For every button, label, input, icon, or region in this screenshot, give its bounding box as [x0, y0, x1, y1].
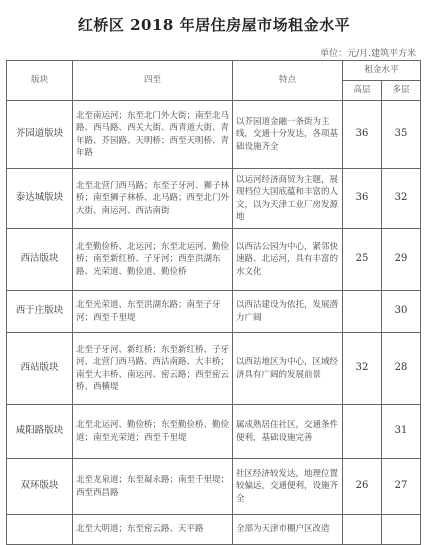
features-cell: 以芥园道金融一条街为主线，交通十分发达，各项基础设施齐全 — [233, 101, 343, 169]
rent-table — [6, 60, 421, 545]
boundary-cell: 北至勤俭桥、北运河；东至北运河、勤俭桥；南至新红桥、子牙河；西至洪湖东路、光荣道、勤俭道、勤俭桥 — [73, 229, 233, 291]
boundary-cell: 北至北运河、勤俭桥；东至勤俭桥、勤俭道；南至光荣道；西至千里堤 — [73, 405, 233, 459]
high-rent — [343, 291, 382, 333]
table-row — [7, 459, 421, 515]
features-cell: 全部为天津市棚户区改造 — [233, 515, 343, 545]
high-rent — [343, 515, 382, 545]
table-row — [7, 515, 421, 545]
multi-rent: 31 — [382, 405, 421, 459]
header-multi: 多层 — [382, 81, 421, 101]
table-row — [7, 101, 421, 169]
features-cell: 属成熟居住社区，交通条件便利，基础设施完善 — [233, 405, 343, 459]
block-name: 西站版块 — [7, 333, 73, 405]
features-cell: 以西站地区为中心，区域经济具有广阔的发展前景 — [233, 333, 343, 405]
multi-rent: 30 — [382, 291, 421, 333]
multi-rent: 35 — [382, 101, 421, 169]
boundary-cell: 北至光荣道、东至洪湖东路；南至子牙河；西至千里堤 — [73, 291, 233, 333]
block-name: 双环版块 — [7, 459, 73, 515]
table-row — [7, 169, 421, 229]
block-name — [7, 515, 73, 545]
multi-rent: 32 — [382, 169, 421, 229]
features-cell: 以西沽建设为依托，发展潜力广阔 — [233, 291, 343, 333]
high-rent: 36 — [343, 169, 382, 229]
block-name: 咸阳路版块 — [7, 405, 73, 459]
block-name: 芥园道版块 — [7, 101, 73, 169]
features-cell: 社区经济较发达，地理位置较偏远，交通便利，设施齐全 — [233, 459, 343, 515]
high-rent: 26 — [343, 459, 382, 515]
block-name: 西沽版块 — [7, 229, 73, 291]
table-row — [7, 333, 421, 405]
features-cell: 以西沽公园为中心，紧邻快速路、北运河，具有丰富的水文化 — [233, 229, 343, 291]
high-rent: 25 — [343, 229, 382, 291]
high-rent: 32 — [343, 333, 382, 405]
page-title: 红桥区 2018 年居住房屋市场租金水平 — [77, 16, 351, 34]
table-row — [7, 229, 421, 291]
header-boundary: 四至 — [73, 61, 233, 101]
header-features: 特点 — [233, 61, 343, 101]
boundary-cell: 北至子牙河、新红桥；东至新红桥、子牙河、北营门西马路、西沽南路、大丰桥；南至大丰桥、南运河、密云路；西至密云桥、西横堤 — [73, 333, 233, 405]
table-row — [7, 291, 421, 333]
boundary-cell: 北至大明道；东至密云路、天平路 — [73, 515, 233, 545]
block-name: 泰达城版块 — [7, 169, 73, 229]
multi-rent: 28 — [382, 333, 421, 405]
multi-rent: 27 — [382, 459, 421, 515]
multi-rent — [382, 515, 421, 545]
header-high: 高层 — [343, 81, 382, 101]
high-rent — [343, 405, 382, 459]
boundary-cell: 北至龙泉道；东至凝永路；南至千里堤；西至西昌路 — [73, 459, 233, 515]
header-block: 版块 — [7, 61, 73, 101]
block-name: 西于庄版块 — [7, 291, 73, 333]
high-rent: 36 — [343, 101, 382, 169]
boundary-cell: 北至南运河；东至北门外大街；南至北马路、西马路、西关大街、西青道大街、青年路、芥园路、天明桥；西至天明桥、青年路 — [73, 101, 233, 169]
multi-rent: 29 — [382, 229, 421, 291]
unit-note: 单位：元/月.建筑平方米 — [320, 49, 416, 59]
table-row — [7, 405, 421, 459]
boundary-cell: 北至北营门西马路；东至子牙河、狮子林桥；南至狮子林桥、北马路；西至北门外大街、南运河、西沽南街 — [73, 169, 233, 229]
header-rent-level: 租金水平 — [343, 61, 421, 81]
features-cell: 以运河经济商贸为主题，展现档位大国底蕴和丰富的人文，以为天津工业厂房发源地 — [233, 169, 343, 229]
